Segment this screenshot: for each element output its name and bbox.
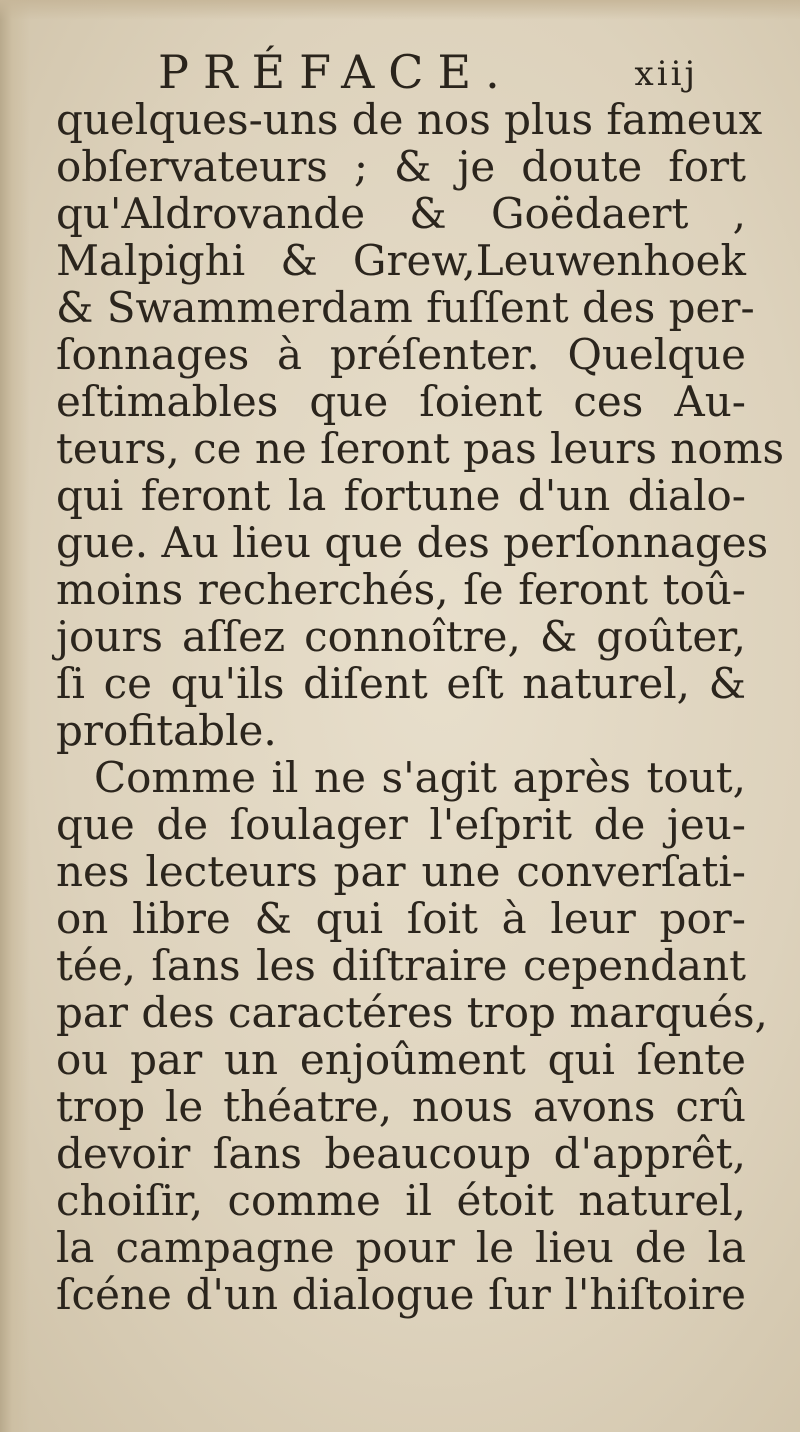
- text-line: tée, ſans les diſtraire cependant: [56, 941, 746, 990]
- running-title: PRÉFACE.: [158, 45, 514, 99]
- text-line: ou par un enjoûment qui ſente: [56, 1035, 746, 1084]
- text-line: profitable.: [56, 706, 277, 755]
- page-edge-shadow: [0, 0, 30, 1432]
- text-line: la campagne pour le lieu de la: [56, 1223, 746, 1272]
- text-line: quelques-uns de nos plus fameux: [56, 95, 763, 144]
- text-line: & Swammerdam fuſſent des per-: [56, 283, 755, 332]
- text-line: que de ſoulager l'eſprit de jeu-: [56, 800, 746, 849]
- text-line: qu'Aldrovande & Goëdaert ,: [56, 189, 746, 238]
- text-line: on libre & qui ſoit à leur por-: [56, 894, 746, 943]
- text-line: par des caractéres trop marqués,: [56, 988, 768, 1037]
- text-line: ſcéne d'un dialogue ſur l'hiſtoire: [56, 1270, 746, 1319]
- text-line: nes lecteurs par une converſati-: [56, 847, 746, 896]
- text-line: Malpighi & Grew,Leuwenhoek: [56, 236, 746, 285]
- text-line: Comme il ne s'agit après tout,: [94, 753, 746, 802]
- text-line: moins recherchés, ſe feront toû-: [56, 565, 746, 614]
- page-number: xiij: [634, 54, 698, 94]
- text-line: jours aſſez connoître, & goûter,: [56, 612, 746, 661]
- page-header: [158, 42, 698, 102]
- text-line: gue. Au lieu que des perſonnages: [56, 518, 769, 567]
- body-text: [56, 95, 785, 1319]
- text-line: trop le théatre, nous avons crû: [56, 1082, 746, 1131]
- text-line: teurs, ce ne ſeront pas leurs noms: [56, 424, 785, 473]
- text-line: ſonnages à préſenter. Quelque: [56, 330, 746, 379]
- text-line: ſi ce qu'ils diſent eſt naturel, &: [56, 659, 746, 708]
- text-line: eſtimables que ſoient ces Au-: [56, 377, 746, 426]
- text-line: qui feront la fortune d'un dialo-: [56, 471, 746, 520]
- text-line: choiſir, comme il étoit naturel,: [56, 1176, 746, 1225]
- page-top-shadow: [0, 0, 800, 20]
- text-line: devoir ſans beaucoup d'apprêt,: [56, 1129, 746, 1178]
- text-line: obſervateurs ; & je doute fort: [56, 142, 746, 191]
